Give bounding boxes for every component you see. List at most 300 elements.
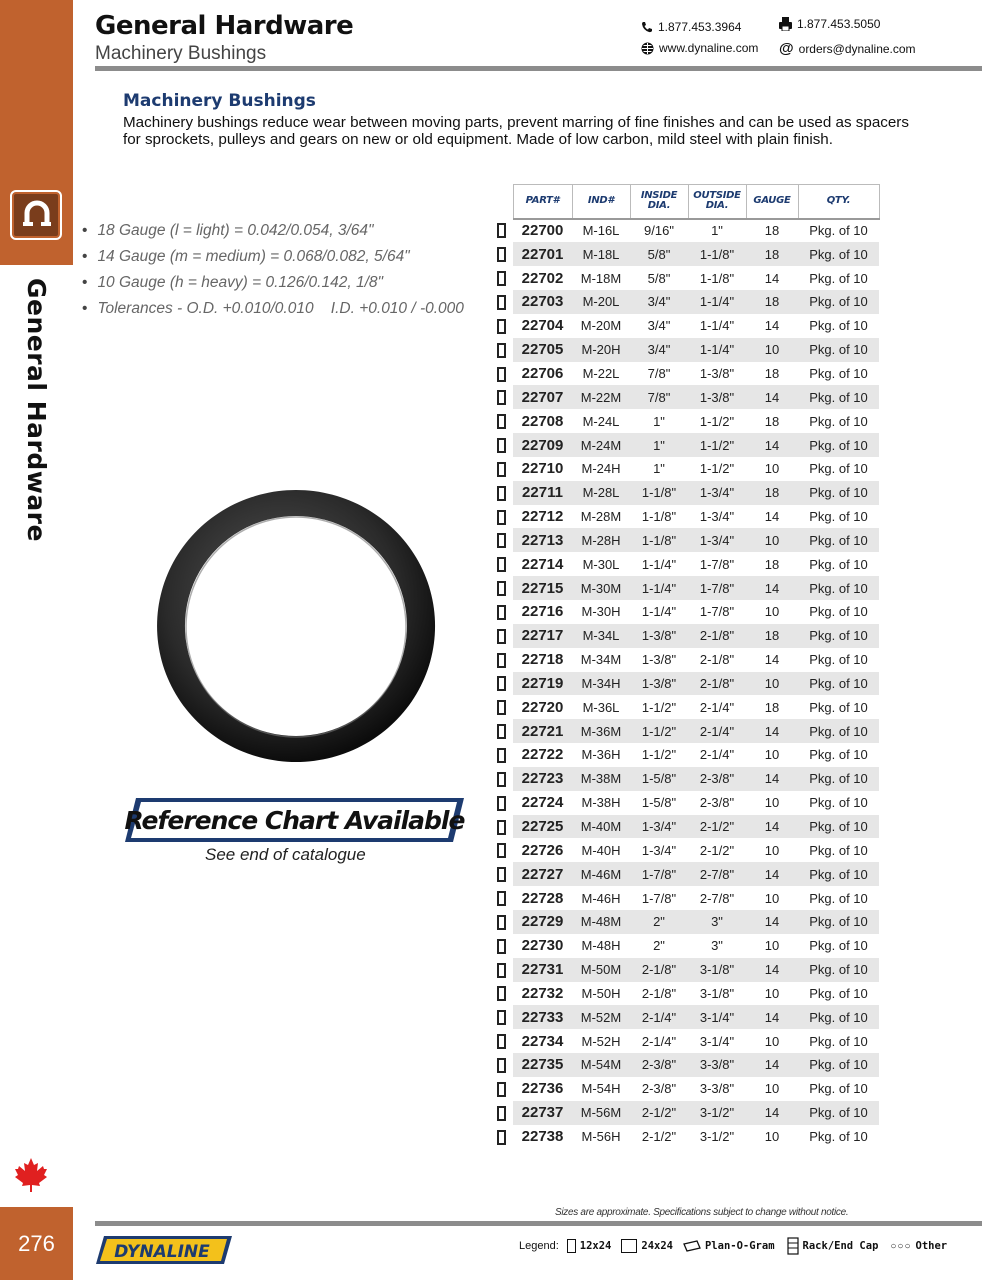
- order-checkbox[interactable]: [497, 676, 506, 691]
- table-row: [497, 338, 879, 362]
- order-checkbox[interactable]: [497, 963, 506, 978]
- gauge-cell: 14: [746, 719, 798, 743]
- order-checkbox-cell: [497, 815, 513, 839]
- ind-cell: M-34H: [572, 672, 630, 696]
- table-row: [497, 433, 879, 457]
- order-checkbox-cell: [497, 934, 513, 958]
- ind-cell: M-34L: [572, 624, 630, 648]
- gauge-column-header: GAUGE: [746, 185, 798, 219]
- qty-cell: Pkg. of 10: [809, 747, 868, 763]
- order-checkbox-cell: [497, 290, 513, 314]
- part-cell: 22735: [513, 1053, 572, 1077]
- order-checkbox-cell: [497, 409, 513, 433]
- part-cell: 22702: [521, 269, 564, 287]
- order-checkbox[interactable]: [497, 891, 506, 906]
- order-checkbox[interactable]: [497, 843, 506, 858]
- qty-cell: Pkg. of 10: [809, 318, 868, 334]
- order-checkbox[interactable]: [497, 1010, 506, 1025]
- inside-dia-cell: 1-5/8": [641, 795, 677, 811]
- part-cell: 22732: [521, 984, 564, 1002]
- outside-dia-cell: 3-1/2": [699, 1128, 735, 1144]
- legend-12x24: 12x24: [579, 1240, 612, 1252]
- outside-dia-cell: 1": [711, 223, 723, 239]
- qty-cell: Pkg. of 10: [809, 365, 868, 381]
- part-cell: 22729: [513, 910, 572, 934]
- outside-dia-cell: 1-1/4": [688, 290, 746, 314]
- qty-cell: Pkg. of 10: [798, 1101, 879, 1125]
- table-row: [497, 1029, 879, 1053]
- ind-cell: M-30M: [572, 576, 630, 600]
- phone-contact: [641, 20, 741, 34]
- ind-cell: M-34M: [580, 652, 622, 668]
- order-checkbox-cell: [497, 314, 513, 338]
- page-subtitle: Machinery Bushings: [95, 43, 267, 64]
- reference-note: See end of catalogue: [205, 845, 366, 864]
- qty-cell: Pkg. of 10: [798, 290, 879, 314]
- inside-dia-cell: 2-1/2": [641, 1128, 677, 1144]
- qty-cell: Pkg. of 10: [798, 338, 879, 362]
- ind-cell: M-36M: [572, 719, 630, 743]
- order-checkbox[interactable]: [497, 748, 506, 763]
- qty-cell: Pkg. of 10: [809, 985, 868, 1001]
- inside-dia-cell: 1-7/8": [641, 890, 677, 906]
- qty-cell: Pkg. of 10: [798, 958, 879, 982]
- gauge-cell: 14: [746, 576, 798, 600]
- disclaimer: Sizes are approximate. Specifications subject to change without notice.: [555, 1207, 849, 1218]
- order-checkbox-cell: [497, 385, 513, 409]
- qty-cell: Pkg. of 10: [809, 652, 868, 668]
- table-row: [497, 1125, 879, 1149]
- order-checkbox[interactable]: [497, 724, 506, 739]
- table-row: [497, 1053, 879, 1077]
- qty-cell: Pkg. of 10: [809, 223, 868, 239]
- order-checkbox-cell: [497, 1125, 513, 1149]
- table-row: [497, 362, 879, 386]
- gauge-cell: 10: [764, 461, 780, 477]
- part-cell: 22726: [521, 841, 564, 859]
- gauge-cell: 14: [746, 767, 798, 791]
- section-description: Machinery bushings reduce wear between moving parts, prevent marring of fine finishes and can be used as spacers for sprockets, pulleys and gears on new or old equipment. Made of low carbon, mild steel with plain finish.: [123, 114, 909, 148]
- ind-cell: M-36H: [581, 747, 621, 763]
- order-checkbox-cell: [497, 1077, 513, 1101]
- order-checkbox-cell: [497, 505, 513, 529]
- sidebar-tab: [0, 0, 73, 265]
- outside-dia-cell: 2-1/4": [699, 699, 735, 715]
- legend-other: Other: [915, 1240, 948, 1252]
- outside-dia-cell: 3-3/8": [688, 1053, 746, 1077]
- part-cell: 22717: [513, 624, 572, 648]
- part-cell: 22730: [521, 937, 564, 955]
- part-cell: 22712: [521, 508, 564, 526]
- qty-column-header: QTY.: [798, 185, 879, 219]
- inside-dia-cell: 1-1/4": [630, 576, 688, 600]
- part-cell: 22724: [521, 794, 564, 812]
- other-icon: ○○○: [890, 1240, 912, 1252]
- page-title: General Hardware: [95, 11, 354, 41]
- ind-cell: M-38H: [581, 795, 621, 811]
- inside-dia-cell: 1": [630, 433, 688, 457]
- spec-bullets: [82, 221, 464, 325]
- outside-dia-cell: 2-1/4": [688, 719, 746, 743]
- order-checkbox[interactable]: [497, 462, 506, 477]
- table-row: [497, 409, 879, 433]
- order-checkbox[interactable]: [497, 557, 506, 572]
- outside-dia-cell: 1-3/8": [699, 365, 735, 381]
- inside-dia-cell: 2-1/4": [641, 1033, 677, 1049]
- inside-dia-cell: 1-1/4": [641, 604, 677, 620]
- category-label: General Hardware: [22, 278, 51, 542]
- part-cell: 22713: [513, 528, 572, 552]
- qty-cell: Pkg. of 10: [798, 815, 879, 839]
- inside-dia-cell: 1-1/8": [630, 481, 688, 505]
- table-row: [497, 982, 879, 1006]
- gauge-cell: 18: [764, 223, 780, 239]
- plan-o-gram-icon: [683, 1240, 701, 1252]
- inside-dia-column-header: INSIDE DIA.: [630, 185, 688, 219]
- gauge-cell: 10: [764, 890, 780, 906]
- gauge-cell: 18: [764, 556, 780, 572]
- order-checkbox[interactable]: [497, 271, 506, 286]
- order-checkbox[interactable]: [497, 915, 506, 930]
- order-checkbox-cell: [497, 743, 513, 767]
- part-cell: 22704: [521, 317, 564, 335]
- gauge-cell: 18: [746, 242, 798, 266]
- dynaline-logo: [96, 1236, 232, 1264]
- outside-dia-cell: 1-3/8": [688, 385, 746, 409]
- ind-cell: M-24M: [572, 433, 630, 457]
- part-cell: 22723: [513, 767, 572, 791]
- spec-bullet: • 14 Gauge (m = medium) = 0.068/0.082, 5/64": [82, 247, 464, 273]
- order-checkbox-cell: [497, 910, 513, 934]
- inside-dia-cell: 2": [653, 938, 665, 954]
- gauge-cell: 18: [746, 624, 798, 648]
- table-row: [497, 838, 879, 862]
- order-checkbox-cell: [497, 838, 513, 862]
- outside-dia-cell: 2-1/2": [699, 842, 735, 858]
- outside-dia-cell: 2-1/8": [688, 672, 746, 696]
- qty-cell: Pkg. of 10: [809, 1033, 868, 1049]
- order-checkbox-cell: [497, 862, 513, 886]
- gauge-cell: 14: [746, 433, 798, 457]
- table-row: [497, 624, 879, 648]
- order-checkbox[interactable]: [497, 939, 506, 954]
- order-checkbox-cell: [497, 1005, 513, 1029]
- part-cell: 22727: [513, 862, 572, 886]
- outside-dia-cell: 1-1/8": [699, 270, 735, 286]
- order-checkbox[interactable]: [497, 223, 506, 238]
- ind-cell: M-28H: [572, 528, 630, 552]
- table-row: [497, 314, 879, 338]
- maple-leaf-icon: [14, 1157, 48, 1193]
- inside-dia-cell: 1-3/8": [630, 624, 688, 648]
- page-number: 276: [0, 1207, 73, 1280]
- gauge-cell: 14: [746, 910, 798, 934]
- ind-cell: M-30H: [581, 604, 621, 620]
- part-cell: 22725: [513, 815, 572, 839]
- order-checkbox[interactable]: [497, 295, 506, 310]
- qty-cell: Pkg. of 10: [798, 528, 879, 552]
- gauge-cell: 10: [764, 985, 780, 1001]
- gauge-cell: 10: [764, 842, 780, 858]
- outside-dia-cell: 1-7/8": [688, 576, 746, 600]
- checkbox-column-header: [497, 185, 513, 219]
- order-checkbox[interactable]: [497, 1106, 506, 1121]
- qty-cell: Pkg. of 10: [798, 910, 879, 934]
- inside-dia-cell: 2-1/2": [630, 1101, 688, 1125]
- order-checkbox-cell: [497, 552, 513, 576]
- order-checkbox-cell: [497, 719, 513, 743]
- logo-text: DYNALINE: [114, 1242, 210, 1262]
- order-checkbox-cell: [497, 338, 513, 362]
- at-icon: @: [779, 40, 794, 57]
- gauge-cell: 18: [764, 699, 780, 715]
- table-row: [497, 695, 879, 719]
- order-checkbox[interactable]: [497, 581, 506, 596]
- footer-rule: [95, 1221, 982, 1226]
- inside-dia-cell: 2-1/4": [630, 1005, 688, 1029]
- outside-dia-cell: 3-1/8": [699, 985, 735, 1001]
- part-cell: 22734: [521, 1032, 564, 1050]
- part-cell: 22705: [513, 338, 572, 362]
- ind-cell: M-46H: [581, 890, 621, 906]
- table-row: [497, 767, 879, 791]
- qty-cell: Pkg. of 10: [809, 938, 868, 954]
- outside-dia-cell: 1-1/4": [688, 338, 746, 362]
- order-checkbox[interactable]: [497, 605, 506, 620]
- qty-cell: Pkg. of 10: [798, 481, 879, 505]
- gauge-cell: 14: [746, 862, 798, 886]
- legend-24x24-icon: [621, 1239, 637, 1253]
- order-checkbox-cell: [497, 1029, 513, 1053]
- table-row: [497, 719, 879, 743]
- qty-cell: Pkg. of 10: [809, 1081, 868, 1097]
- order-checkbox[interactable]: [497, 867, 506, 882]
- inside-dia-cell: 1-3/4": [630, 815, 688, 839]
- qty-cell: Pkg. of 10: [809, 461, 868, 477]
- phone-number[interactable]: 1.877.453.3964: [658, 20, 742, 34]
- order-checkbox[interactable]: [497, 1058, 506, 1073]
- outside-dia-cell: 2-7/8": [688, 862, 746, 886]
- order-checkbox[interactable]: [497, 1082, 506, 1097]
- qty-cell: Pkg. of 10: [798, 719, 879, 743]
- qty-cell: Pkg. of 10: [809, 795, 868, 811]
- part-cell: 22719: [513, 672, 572, 696]
- table-row: [497, 290, 879, 314]
- inside-dia-cell: 2": [630, 910, 688, 934]
- gauge-cell: 14: [746, 1005, 798, 1029]
- qty-cell: Pkg. of 10: [798, 767, 879, 791]
- qty-cell: Pkg. of 10: [798, 672, 879, 696]
- order-checkbox[interactable]: [497, 796, 506, 811]
- table-row: [497, 1077, 879, 1101]
- order-checkbox[interactable]: [497, 1130, 506, 1145]
- spec-bullet: • 10 Gauge (h = heavy) = 0.126/0.142, 1/8": [82, 273, 464, 299]
- inside-dia-cell: 2-1/8": [630, 958, 688, 982]
- table-row: [497, 600, 879, 624]
- gauge-cell: 18: [746, 481, 798, 505]
- outside-dia-cell: 3-1/8": [688, 958, 746, 982]
- gauge-cell: 18: [764, 413, 780, 429]
- magnet-icon: [10, 190, 62, 240]
- table-row: [497, 552, 879, 576]
- outside-dia-cell: 2-7/8": [699, 890, 735, 906]
- gauge-cell: 14: [746, 385, 798, 409]
- reference-banner-text: Reference Chart Available: [124, 805, 465, 835]
- inside-dia-cell: 3/4": [630, 338, 688, 362]
- ind-cell: M-50H: [581, 985, 621, 1001]
- order-checkbox[interactable]: [497, 486, 506, 501]
- inside-dia-cell: 1-1/4": [641, 556, 677, 572]
- order-checkbox-cell: [497, 886, 513, 910]
- legend-12x24-icon: [567, 1239, 576, 1253]
- gauge-cell: 14: [764, 652, 780, 668]
- gauge-cell: 14: [746, 1101, 798, 1125]
- outside-dia-cell: 2-1/4": [699, 747, 735, 763]
- ind-cell: M-40H: [581, 842, 621, 858]
- ind-cell: M-56M: [572, 1101, 630, 1125]
- fax-number[interactable]: 1.877.453.5050: [797, 17, 881, 31]
- table-row: [497, 672, 879, 696]
- ind-cell: M-30L: [582, 556, 620, 572]
- ind-cell: M-18L: [572, 242, 630, 266]
- qty-cell: Pkg. of 10: [798, 862, 879, 886]
- order-checkbox-cell: [497, 982, 513, 1006]
- order-checkbox-cell: [497, 266, 513, 290]
- table-row: [497, 242, 879, 266]
- order-checkbox[interactable]: [497, 700, 506, 715]
- order-checkbox[interactable]: [497, 772, 506, 787]
- part-cell: 22703: [513, 290, 572, 314]
- table-row: [497, 886, 879, 910]
- part-cell: 22720: [521, 698, 564, 716]
- table-row: [497, 576, 879, 600]
- parts-table-body: [497, 219, 879, 1149]
- inside-dia-cell: 3/4": [647, 318, 671, 334]
- order-checkbox-cell: [497, 433, 513, 457]
- gauge-cell: 14: [764, 270, 780, 286]
- outside-dia-cell: 3-1/2": [688, 1101, 746, 1125]
- qty-cell: Pkg. of 10: [809, 1128, 868, 1144]
- part-cell: 22733: [513, 1005, 572, 1029]
- legend-24x24: 24x24: [641, 1240, 673, 1252]
- inside-dia-cell: 1-3/8": [641, 652, 677, 668]
- order-checkbox[interactable]: [497, 986, 506, 1001]
- part-cell: 22706: [521, 364, 564, 382]
- gauge-cell: 18: [746, 290, 798, 314]
- order-checkbox-cell: [497, 791, 513, 815]
- inside-dia-cell: 1-1/2": [641, 699, 677, 715]
- part-cell: 22716: [521, 603, 564, 621]
- order-checkbox[interactable]: [497, 510, 506, 525]
- outside-dia-cell: 1-1/8": [688, 242, 746, 266]
- website-link[interactable]: www.dynaline.com: [659, 41, 759, 55]
- part-cell: 22728: [521, 889, 564, 907]
- outside-dia-cell: 1-3/4": [699, 509, 735, 525]
- section-title: Machinery Bushings: [123, 91, 316, 111]
- order-checkbox[interactable]: [497, 414, 506, 429]
- gauge-cell: 14: [746, 1053, 798, 1077]
- ind-cell: M-48M: [572, 910, 630, 934]
- gauge-cell: 10: [764, 1128, 780, 1144]
- outside-dia-cell: 1-3/4": [688, 528, 746, 552]
- outside-dia-cell: 2-3/8": [699, 795, 735, 811]
- spec-bullet: • Tolerances - O.D. +0.010/0.010 I.D. +0.010 / -0.000: [82, 299, 464, 325]
- ind-cell: M-22M: [572, 385, 630, 409]
- ind-cell: M-54M: [572, 1053, 630, 1077]
- inside-dia-cell: 1-1/2": [641, 747, 677, 763]
- gauge-cell: 10: [764, 604, 780, 620]
- order-checkbox[interactable]: [497, 390, 506, 405]
- globe-icon: [641, 42, 654, 55]
- part-cell: 22709: [513, 433, 572, 457]
- order-checkbox-cell: [497, 481, 513, 505]
- ind-cell: M-28M: [580, 509, 622, 525]
- email-link[interactable]: orders@dynaline.com: [798, 41, 916, 56]
- order-checkbox-cell: [497, 362, 513, 386]
- gauge-cell: 10: [746, 672, 798, 696]
- order-checkbox[interactable]: [497, 1034, 506, 1049]
- outside-dia-cell: 3-1/4": [699, 1033, 735, 1049]
- outside-dia-cell: 1-1/2": [688, 433, 746, 457]
- order-checkbox[interactable]: [497, 319, 506, 334]
- table-row: [497, 958, 879, 982]
- inside-dia-cell: 1": [653, 413, 665, 429]
- gauge-cell: 10: [764, 938, 780, 954]
- outside-dia-cell: 1-7/8": [699, 556, 735, 572]
- order-checkbox[interactable]: [497, 629, 506, 644]
- outside-dia-cell: 3": [711, 938, 723, 954]
- legend: [519, 1237, 947, 1255]
- order-checkbox-cell: [497, 528, 513, 552]
- ind-cell: M-36L: [582, 699, 620, 715]
- order-checkbox[interactable]: [497, 247, 506, 262]
- ind-cell: M-22L: [582, 365, 620, 381]
- spec-bullet: • 18 Gauge (l = light) = 0.042/0.054, 3/64": [82, 221, 464, 247]
- table-row: [497, 457, 879, 481]
- inside-dia-cell: 1-1/8": [630, 528, 688, 552]
- order-checkbox-cell: [497, 1053, 513, 1077]
- qty-cell: Pkg. of 10: [798, 242, 879, 266]
- ind-cell: M-16L: [582, 223, 620, 239]
- table-row: [497, 934, 879, 958]
- order-checkbox[interactable]: [497, 653, 506, 668]
- part-cell: 22718: [521, 651, 564, 669]
- ind-cell: M-38M: [572, 767, 630, 791]
- outside-dia-cell: 2-3/8": [688, 767, 746, 791]
- ind-cell: M-20H: [572, 338, 630, 362]
- order-checkbox[interactable]: [497, 533, 506, 548]
- ind-cell: M-48H: [581, 938, 621, 954]
- order-checkbox[interactable]: [497, 820, 506, 835]
- outside-dia-cell: 3": [688, 910, 746, 934]
- order-checkbox-cell: [497, 767, 513, 791]
- order-checkbox[interactable]: [497, 438, 506, 453]
- inside-dia-cell: 7/8": [630, 385, 688, 409]
- inside-dia-cell: 1-7/8": [630, 862, 688, 886]
- outside-dia-cell: 3-1/4": [688, 1005, 746, 1029]
- qty-cell: Pkg. of 10: [798, 433, 879, 457]
- table-row: [497, 743, 879, 767]
- gauge-cell: 10: [746, 338, 798, 362]
- part-cell: 22710: [521, 460, 564, 478]
- order-checkbox[interactable]: [497, 343, 506, 358]
- order-checkbox[interactable]: [497, 367, 506, 382]
- bushing-product-image: [155, 488, 437, 766]
- table-row: [497, 910, 879, 934]
- gauge-cell: 10: [764, 747, 780, 763]
- qty-cell: Pkg. of 10: [809, 699, 868, 715]
- ind-cell: M-20M: [580, 318, 622, 334]
